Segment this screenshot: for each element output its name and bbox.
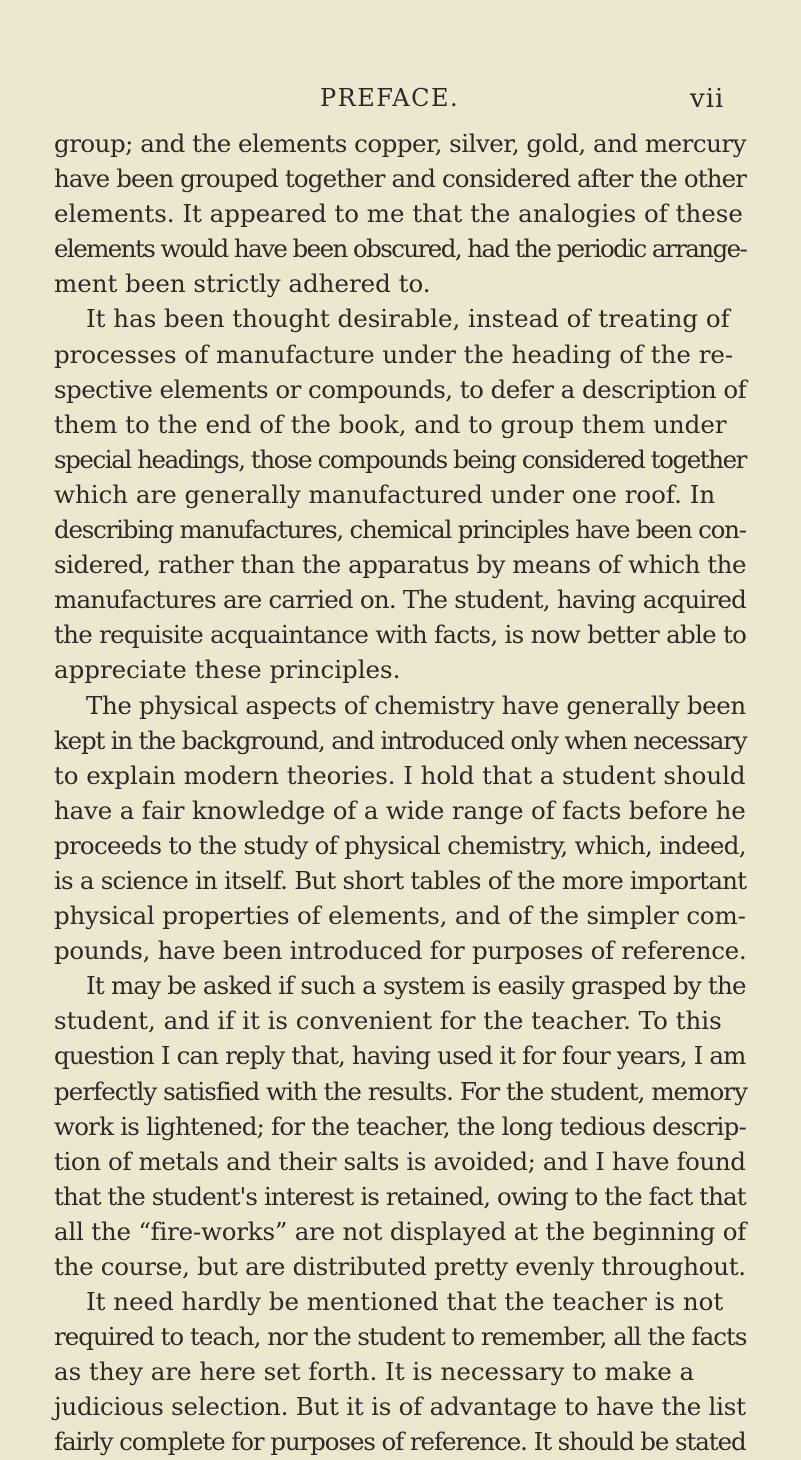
text-line: proceeds to the study of physical chemistry, which, indeed, xyxy=(54,830,746,860)
text-line: to explain modern theories. I hold that a student should xyxy=(54,760,746,790)
text-line: It need hardly be mentioned that the teacher is not xyxy=(86,1287,724,1317)
text-line: the course, but are distributed pretty evenly throughout. xyxy=(54,1252,746,1281)
text-line: have a fair knowledge of a wide range of facts before he xyxy=(54,795,746,825)
text-line: spective elements or compounds, to defer a description of xyxy=(54,374,747,404)
text-line: processes of manufacture under the heading of the re- xyxy=(54,339,734,369)
text-line: sidered, rather than the apparatus by means of which the xyxy=(54,550,746,580)
text-line: special headings, those compounds being considered together xyxy=(54,444,746,474)
text-line: perfectly satisfied with the results. For the student, memory xyxy=(54,1076,747,1106)
text-line: them to the end of the book, and to group them under xyxy=(54,409,727,439)
preface-body-text xyxy=(54,126,746,1460)
text-line: appreciate these principles. xyxy=(54,655,401,685)
text-line: that the student's interest is retained, owing to the fact that xyxy=(54,1181,746,1211)
text-line: have been grouped together and considered after the other xyxy=(54,164,747,194)
text-line: physical properties of elements, and of the simpler com- xyxy=(54,901,746,931)
text-line: fairly complete for purposes of reference. It should be stated xyxy=(54,1427,746,1457)
text-line: required to teach, nor the student to remember, all the facts xyxy=(54,1322,747,1352)
text-line: It may be asked if such a system is easily grasped by the xyxy=(86,971,746,1001)
text-line: elements would have been obscured, had the periodic arrange- xyxy=(54,234,747,264)
text-line: kept in the background, and introduced only when necessary xyxy=(54,725,747,755)
text-line: manufactures are carried on. The student, having acquired xyxy=(54,585,747,615)
running-title: PREFACE. xyxy=(320,84,460,112)
text-line: the requisite acquaintance with facts, is now better able to xyxy=(54,620,747,650)
text-line: question I can reply that, having used it for four years, I am xyxy=(54,1041,746,1071)
text-line: ment been strictly adhered to. xyxy=(54,269,431,299)
text-line: student, and if it is convenient for the teacher. To this xyxy=(54,1006,722,1036)
text-line: all the “fire-works” are not displayed at the beginning of xyxy=(54,1216,747,1246)
text-line: judicious selection. But it is of advantage to have the list xyxy=(54,1392,746,1422)
text-line: describing manufactures, chemical principles have been con- xyxy=(54,515,746,545)
text-line: elements. It appeared to me that the analogies of these xyxy=(54,199,743,229)
text-line: which are generally manufactured under one roof. In xyxy=(54,479,716,509)
text-line: The physical aspects of chemistry have generally been xyxy=(86,690,746,720)
text-line: group; and the elements copper, silver, gold, and mercury xyxy=(54,129,746,158)
text-line: It has been thought desirable, instead of treating of xyxy=(86,304,730,334)
text-line: pounds, have been introduced for purposes of reference. xyxy=(54,936,747,966)
text-line: as they are here set forth. It is necessary to make a xyxy=(54,1357,695,1387)
page-number: vii xyxy=(690,84,725,114)
text-line: tion of metals and their salts is avoided; and I have found xyxy=(54,1146,746,1176)
running-head xyxy=(0,84,801,118)
text-line: work is lightened; for the teacher, the long tedious descrip- xyxy=(54,1111,747,1141)
text-line: is a science in itself. But short tables of the more important xyxy=(54,865,747,895)
